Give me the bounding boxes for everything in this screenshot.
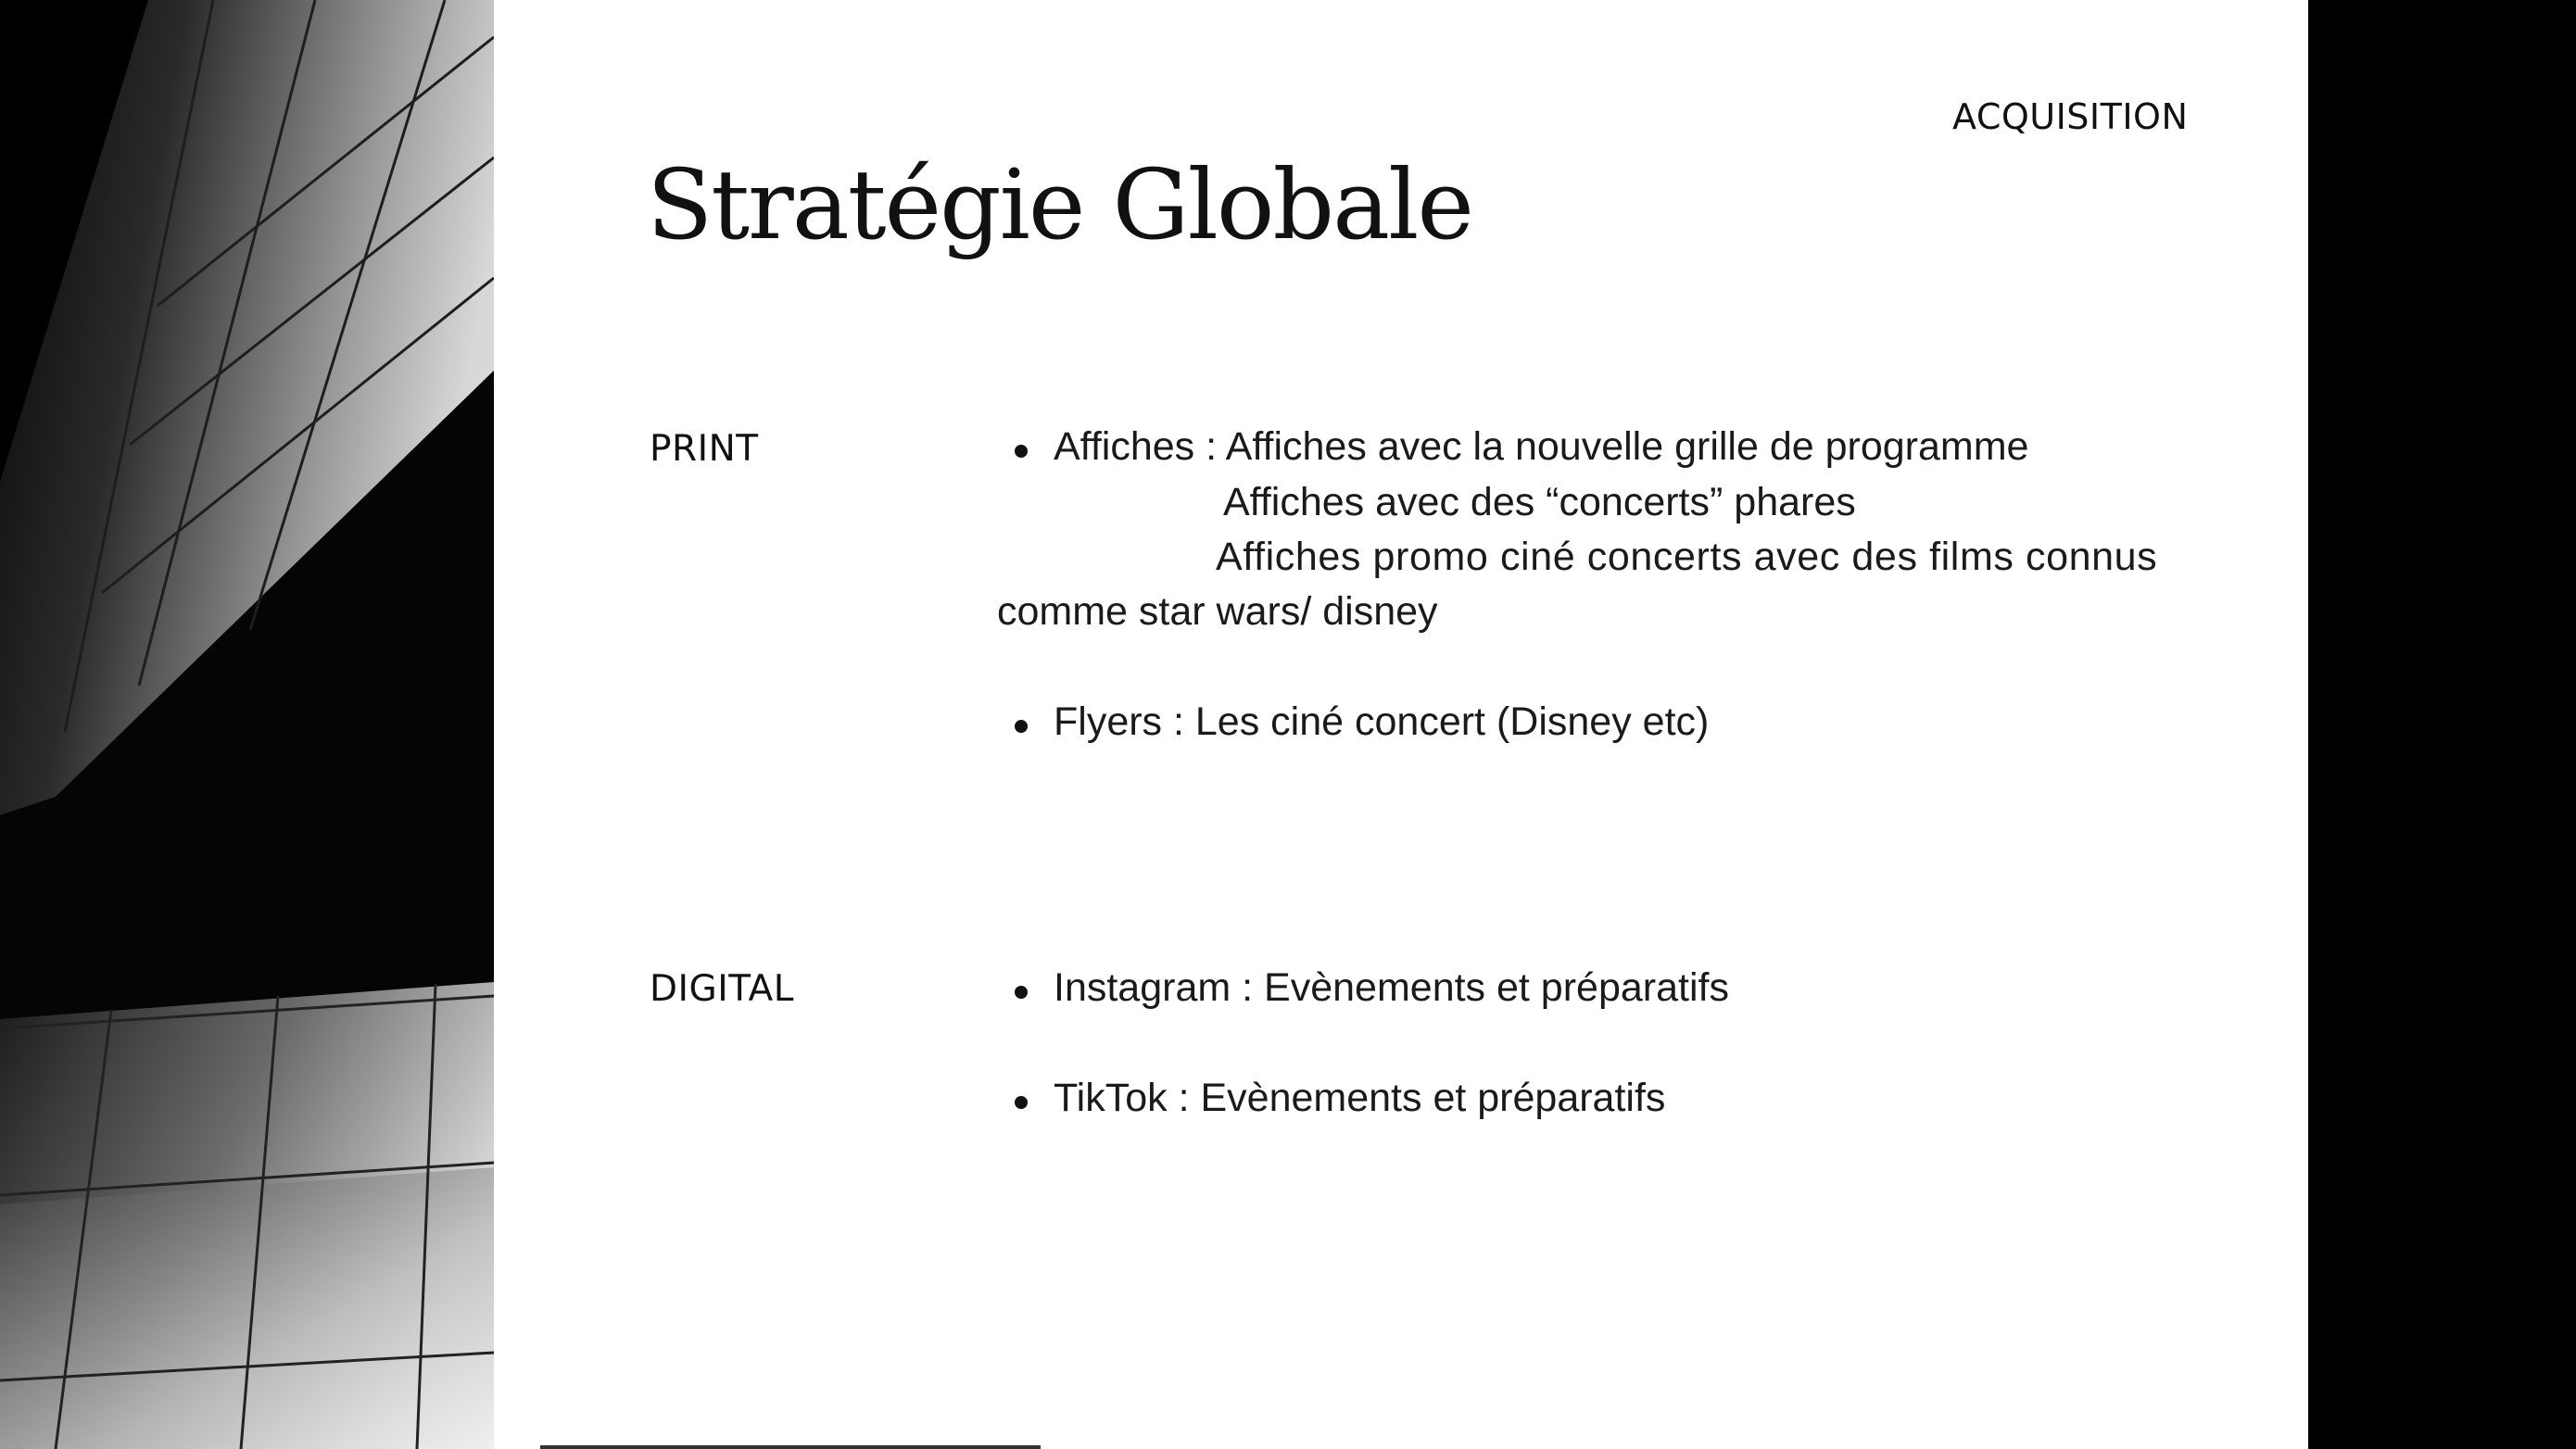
building-facade-image <box>0 0 494 1449</box>
affiches-line-3: Affiches promo ciné concerts avec des films connus <box>1216 535 2158 579</box>
bullet-icon <box>1015 720 1028 733</box>
affiches-line-2: Affiches avec des “concerts” phares <box>1223 480 1856 524</box>
affiches-line-4: comme star wars/ disney <box>997 589 1438 634</box>
slide-content <box>494 0 2308 1449</box>
flyers-text: Flyers : Les ciné concert (Disney etc) <box>1054 699 1710 744</box>
right-frame <box>2308 0 2576 1449</box>
bullet-icon <box>1015 445 1028 458</box>
section-tag: ACQUISITION <box>1952 96 2189 137</box>
bullet-icon <box>1015 986 1028 999</box>
print-label: PRINT <box>650 428 759 470</box>
bullet-icon <box>1015 1096 1028 1109</box>
instagram-text: Instagram : Evènements et préparatifs <box>1054 965 1729 1010</box>
digital-label: DIGITAL <box>650 968 794 1010</box>
tiktok-text: TikTok : Evènements et préparatifs <box>1054 1076 1666 1120</box>
architecture-photo <box>0 0 494 1449</box>
page-title: Stratégie Globale <box>647 148 1472 261</box>
affiches-line-1: Affiches : Affiches avec la nouvelle grille de programme <box>1054 424 2029 469</box>
bottom-divider <box>540 1445 1041 1449</box>
